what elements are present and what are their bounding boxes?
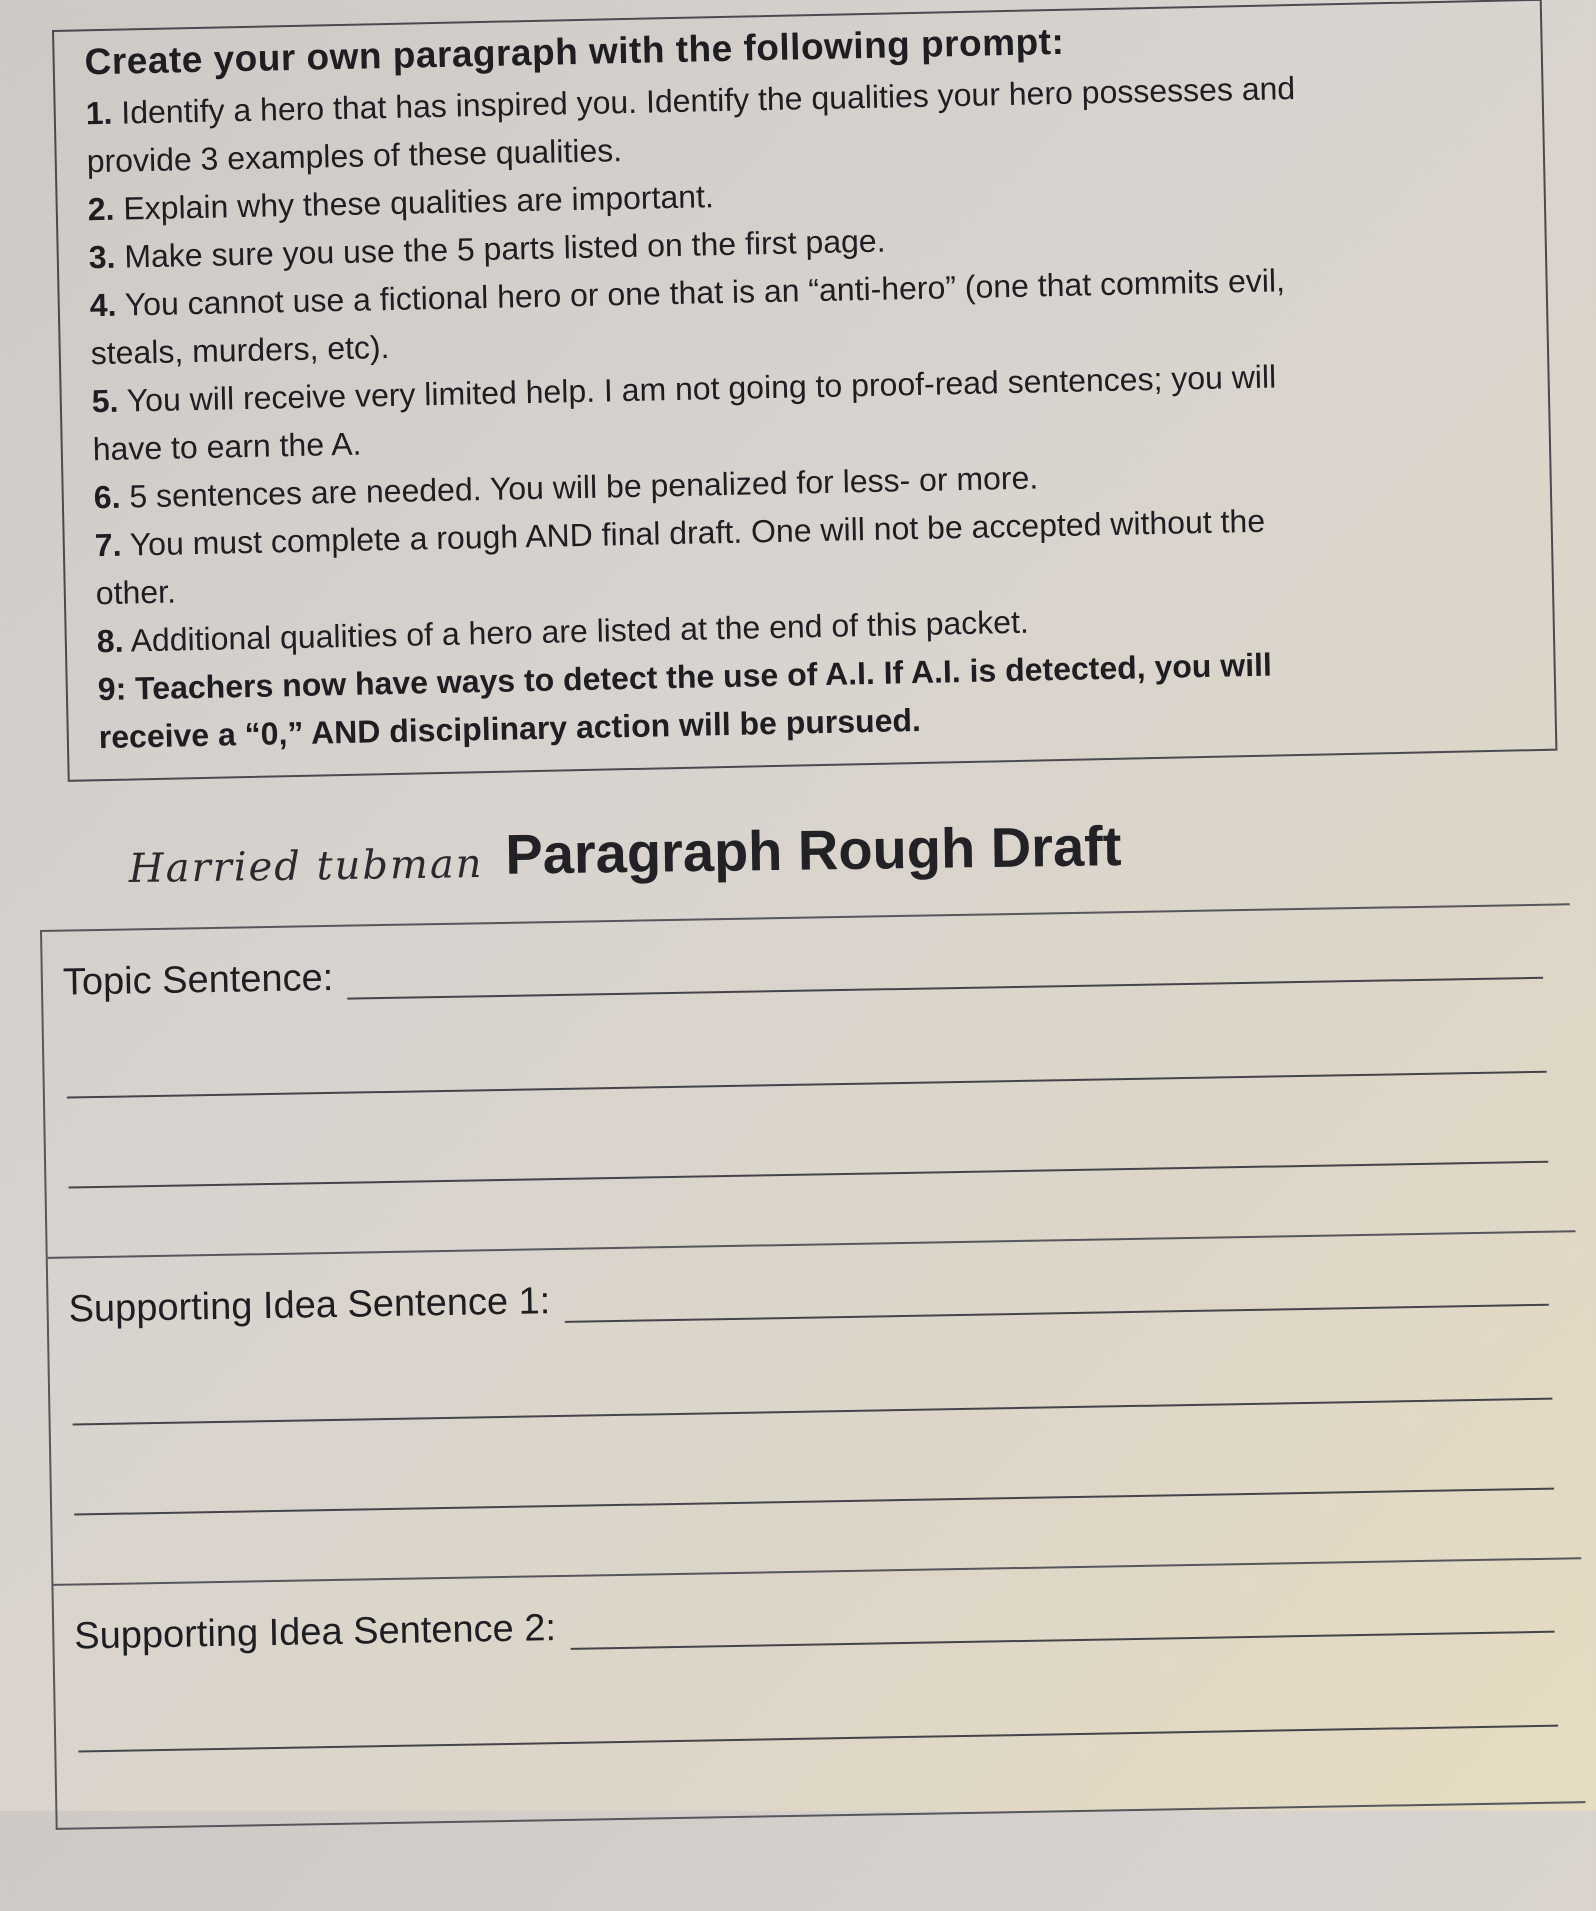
prompt-item-6: 6. 5 sentences are needed. You will be penalized for less- or more. [93, 459, 1039, 516]
rough-draft-title: Paragraph Rough Draft [504, 814, 1122, 886]
topic-writing-line-1[interactable] [67, 1071, 1547, 1099]
supporting-idea-1-line[interactable] [564, 1274, 1549, 1323]
topic-writing-line-2[interactable] [68, 1161, 1548, 1189]
supporting-idea-2-label: Supporting Idea Sentence 2: [73, 1607, 557, 1658]
prompt-item-7-cont: other. [95, 573, 177, 612]
supporting-idea-1-section [48, 1232, 1581, 1586]
topic-sentence-label: Topic Sentence: [62, 956, 334, 1004]
prompt-item-1-cont: provide 3 examples of these qualities. [86, 132, 623, 180]
prompt-box [52, 0, 1557, 782]
supporting-1-writing-line-2[interactable] [74, 1488, 1554, 1516]
rough-draft-form [40, 903, 1585, 1830]
prompt-item-5-cont: have to earn the A. [92, 425, 362, 468]
topic-sentence-line[interactable] [347, 947, 1543, 1000]
supporting-1-writing-line-1[interactable] [73, 1398, 1553, 1426]
prompt-item-3: 3. Make sure you use the 5 parts listed on the first page. [88, 222, 886, 276]
rough-draft-heading [128, 798, 1122, 892]
prompt-title: Create your own paragraph with the following prompt: [84, 20, 1065, 83]
prompt-item-7: 7. You must complete a rough AND final draft. One will not be accepted without the [94, 502, 1266, 564]
prompt-item-9: 9: Teachers now have ways to detect the use of A.I. If A.I. is detected, you will [97, 646, 1273, 708]
prompt-item-9-cont: receive a “0,” AND disciplinary action will be pursued. [98, 701, 922, 756]
prompt-item-8: 8. Additional qualities of a hero are listed at the end of this packet. [96, 603, 1030, 660]
supporting-2-writing-line-1[interactable] [78, 1725, 1558, 1753]
topic-sentence-section [42, 905, 1575, 1259]
handwritten-hero-name: Harried tubman [128, 841, 484, 892]
prompt-item-4-cont: steals, murders, etc). [90, 329, 390, 372]
supporting-idea-1-label: Supporting Idea Sentence 1: [68, 1280, 551, 1331]
prompt-item-4: 4. You cannot use a fictional hero or one that is an “anti-hero” (one that commits evil, [89, 262, 1286, 324]
prompt-item-5: 5. You will receive very limited help. I am not going to proof-read sentences; you will [91, 358, 1277, 420]
supporting-idea-2-line[interactable] [570, 1601, 1555, 1650]
prompt-item-2: 2. Explain why these qualities are important. [87, 178, 715, 228]
prompt-item-1: 1. Identify a hero that has inspired you. Identify the qualities your hero possesses and [85, 69, 1296, 132]
supporting-idea-2-section [53, 1559, 1586, 1911]
